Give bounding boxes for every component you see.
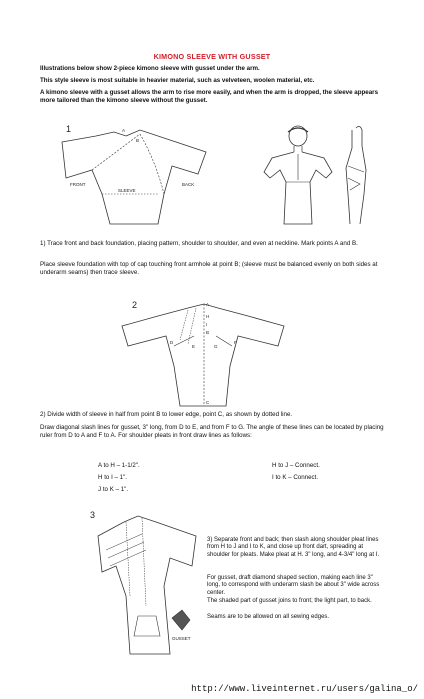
- label-h: H: [206, 314, 210, 319]
- figure-2-number: 2: [132, 300, 138, 310]
- point-i-to-k: I to K – Connect.: [272, 474, 319, 481]
- label-g: G: [214, 344, 218, 349]
- figure-3-pattern: [86, 506, 204, 656]
- label-e: E: [192, 344, 196, 349]
- label-b: B: [136, 138, 140, 143]
- point-h-to-j: H to J – Connect.: [272, 462, 320, 469]
- step-3-text-4: Seams are to be allowed on all sewing edges.: [207, 614, 330, 620]
- point-a-to-h: A to H – 1-1/2".: [98, 462, 140, 469]
- step-3-text-3: The shaded part of gusset joins to front; the light part, to back.: [207, 598, 372, 604]
- woman-illustration: [258, 124, 338, 229]
- figure-2-pattern: [118, 296, 288, 408]
- points-right: [272, 462, 320, 486]
- step-2-text: 2) Divide width of sleeve in half from point B to lower edge, point C, as shown by dotted line.: [40, 411, 293, 418]
- step-3-text-2: For gusset, draft diamond shaped section, making each line 3" long, to correspond with underarm slash be about 3" wide across center.: [207, 575, 380, 596]
- figure-3-number: 3: [90, 510, 96, 520]
- label-i: I: [206, 322, 208, 327]
- intro-line-3: A kimono sleeve with a gusset allows the arm to rise more easily, and when the arm is dropped, the sleeve appears more tailored than the kimono sleeve without the gusset.: [40, 89, 379, 104]
- point-h-to-i: H to I – 1".: [98, 474, 128, 481]
- label-f: F: [234, 340, 237, 345]
- label-b-2: B: [206, 330, 210, 335]
- page-title: KIMONO SLEEVE WITH GUSSET: [153, 52, 271, 61]
- label-c: C: [206, 400, 210, 405]
- label-gusset: GUSSET: [172, 636, 191, 641]
- intro-line-1: Illustrations below show 2-piece kimono sleeve with gusset under the arm.: [40, 65, 260, 72]
- label-sleeve: SLEEVE: [118, 188, 136, 193]
- label-back: BACK: [182, 182, 195, 187]
- intro-line-2: This style sleeve is most suitable in heavier material, such as velveteen, woolen material, etc.: [40, 77, 315, 84]
- figure-1-pattern: [56, 122, 216, 232]
- step-1-text-2: Place sleeve foundation with top of cap touching front armhole at point B; (sleeve must be balanced evenly on both sides at underarm seams) then trace sleeve.: [40, 261, 378, 276]
- step-3-text: 3) Separate front and back; then slash along shoulder pleat lines from H to J and I to K, and close up front dart, spreading at shoulder for pleats. Make pleat at H. 3" long, and 4-3/4" long at I.: [207, 537, 380, 558]
- figure-1-number: 1: [66, 124, 72, 134]
- label-front: FRONT: [70, 182, 86, 187]
- label-d: D: [170, 340, 174, 345]
- step-2-text-2: Draw diagonal slash lines for gusset, 3" long, from D to E, and from F to G. The angle of these lines can be located by placing ruler from D to A and F to A. For shoulder pleats in front draw lines as follows:: [40, 424, 384, 439]
- label-a-2: A: [206, 302, 210, 307]
- point-j-to-k: J to K – 1".: [98, 486, 129, 493]
- raised-arm-illustration: [338, 124, 378, 229]
- points-left: [98, 462, 140, 498]
- source-url: http://www.liveinternet.ru/users/galina_o/: [191, 684, 418, 694]
- step-1-text: 1) Trace front and back foundation, placing pattern, shoulder to shoulder, and even at neckline. Mark points A and B.: [40, 240, 358, 247]
- label-a: A: [122, 128, 126, 133]
